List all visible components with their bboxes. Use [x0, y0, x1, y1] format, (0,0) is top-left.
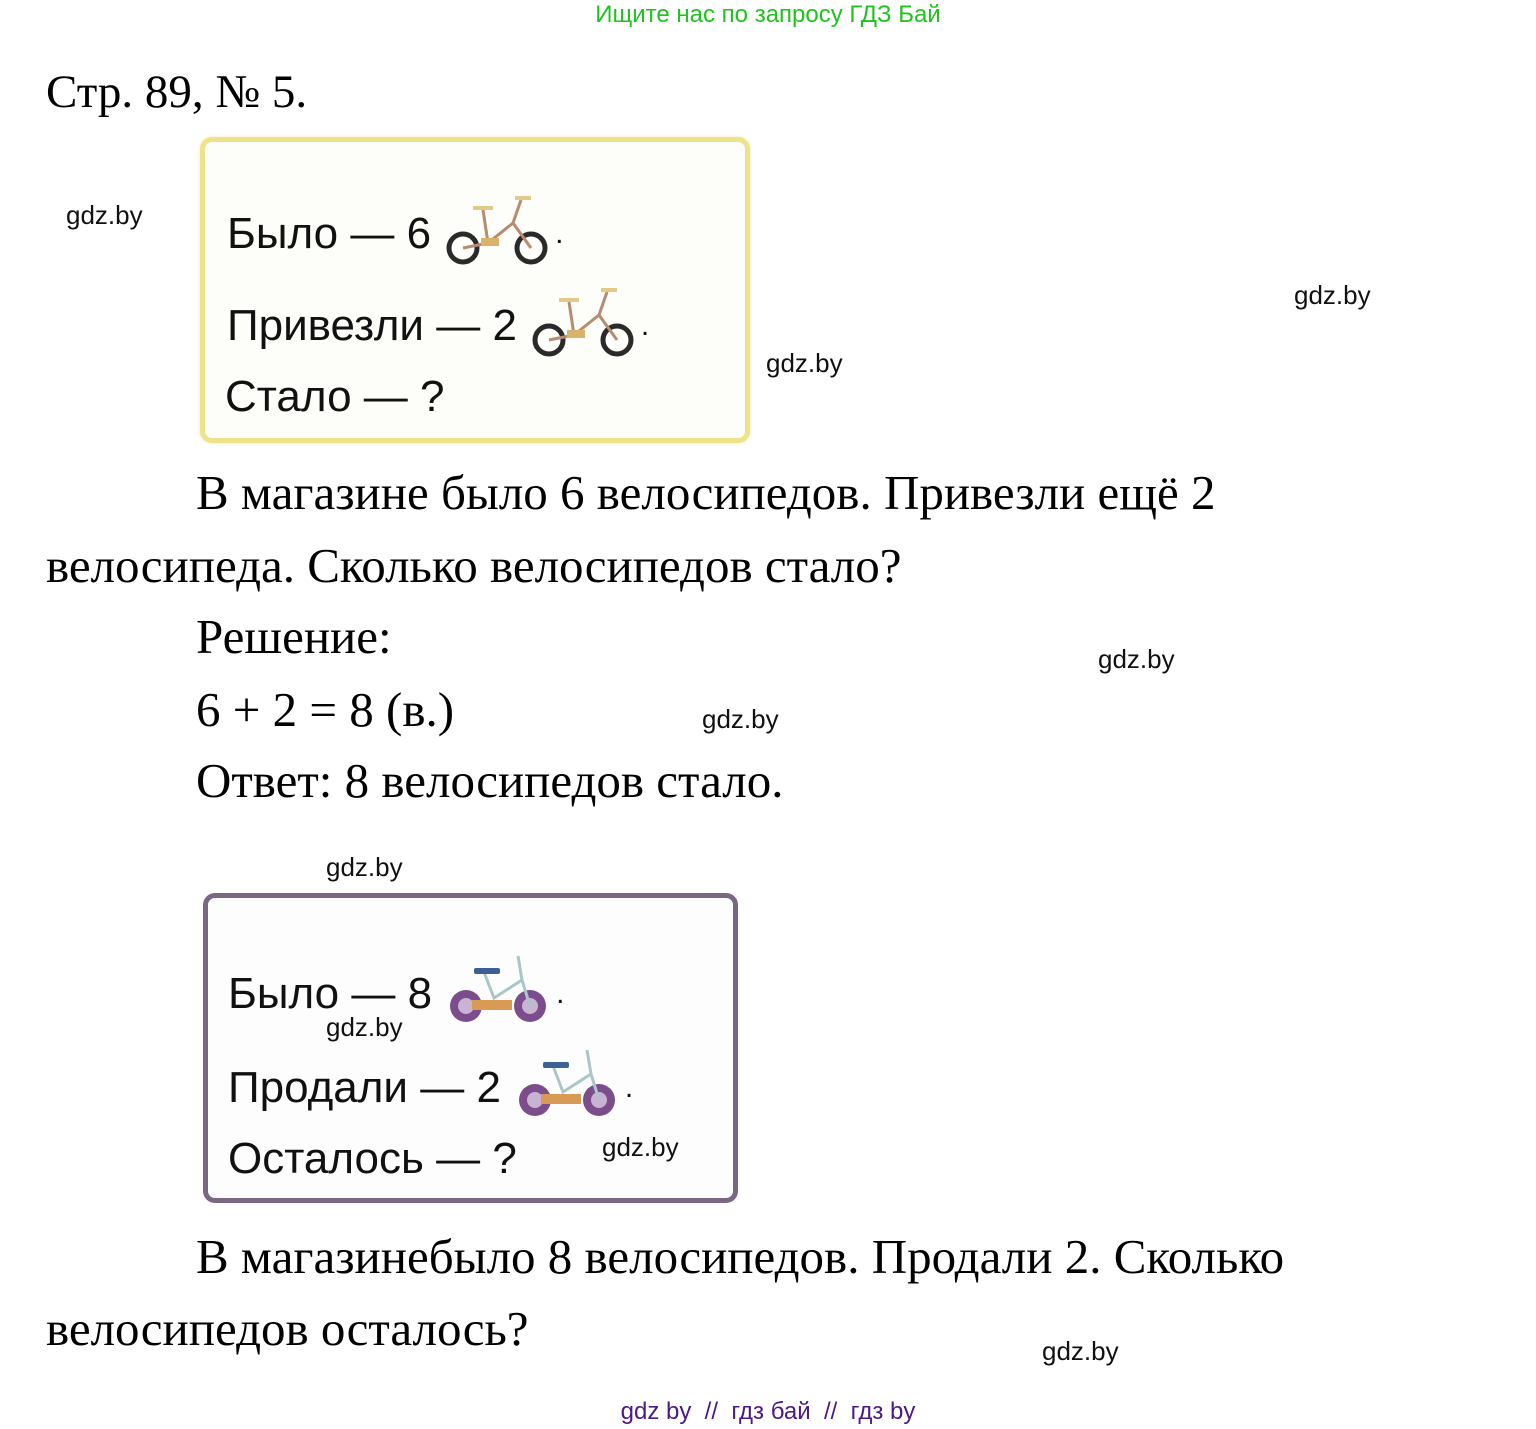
bicycle-icon	[513, 1042, 623, 1133]
task1-problem-line1: В магазине было 6 велосипедов. Привезли ещё 2	[196, 465, 1216, 520]
task1-card-line-became: Стало — ?	[225, 372, 445, 421]
task1-solution-label: Решение:	[196, 609, 392, 664]
bicycle-icon	[444, 948, 554, 1039]
task2-problem-line1: В магазинебыло 8 велосипедов. Продали 2. Сколько	[196, 1229, 1285, 1284]
watermark: gdz.by	[1294, 280, 1371, 310]
bicycle-icon	[443, 188, 553, 279]
bicycle-icon	[529, 280, 639, 371]
watermark: gdz.by	[326, 852, 403, 882]
task1-problem-line2: велосипеда. Сколько велосипедов стало?	[46, 538, 902, 593]
task2-card-line-had: Было — 8 .	[228, 948, 564, 1039]
search-banner: Ищите нас по запросу ГДЗ Бай	[595, 1, 941, 28]
task2-card-line-sold: Продали — 2 .	[228, 1042, 633, 1133]
task1-card-line-had: Было — 6 .	[227, 188, 563, 279]
task2-card-line-left: Осталось — ?	[228, 1134, 517, 1183]
watermark: gdz.by	[1098, 644, 1175, 674]
footer-links: gdz by // гдз бай // гдз by	[620, 1398, 916, 1425]
watermark: gdz.by	[602, 1132, 679, 1162]
watermark: gdz.by	[766, 348, 843, 378]
task2-problem-line2: велосипедов осталось?	[46, 1301, 529, 1356]
watermark: gdz.by	[326, 1012, 403, 1042]
watermark: gdz.by	[66, 200, 143, 230]
watermark: gdz.by	[1042, 1336, 1119, 1366]
watermark: gdz.by	[702, 704, 779, 734]
task1-equation: 6 + 2 = 8 (в.)	[196, 682, 455, 737]
task1-card	[200, 137, 750, 443]
task1-card-line-brought: Привезли — 2 .	[227, 280, 649, 371]
task1-answer: Ответ: 8 велосипедов стало.	[196, 753, 784, 808]
page-title: Стр. 89, № 5.	[46, 66, 308, 118]
